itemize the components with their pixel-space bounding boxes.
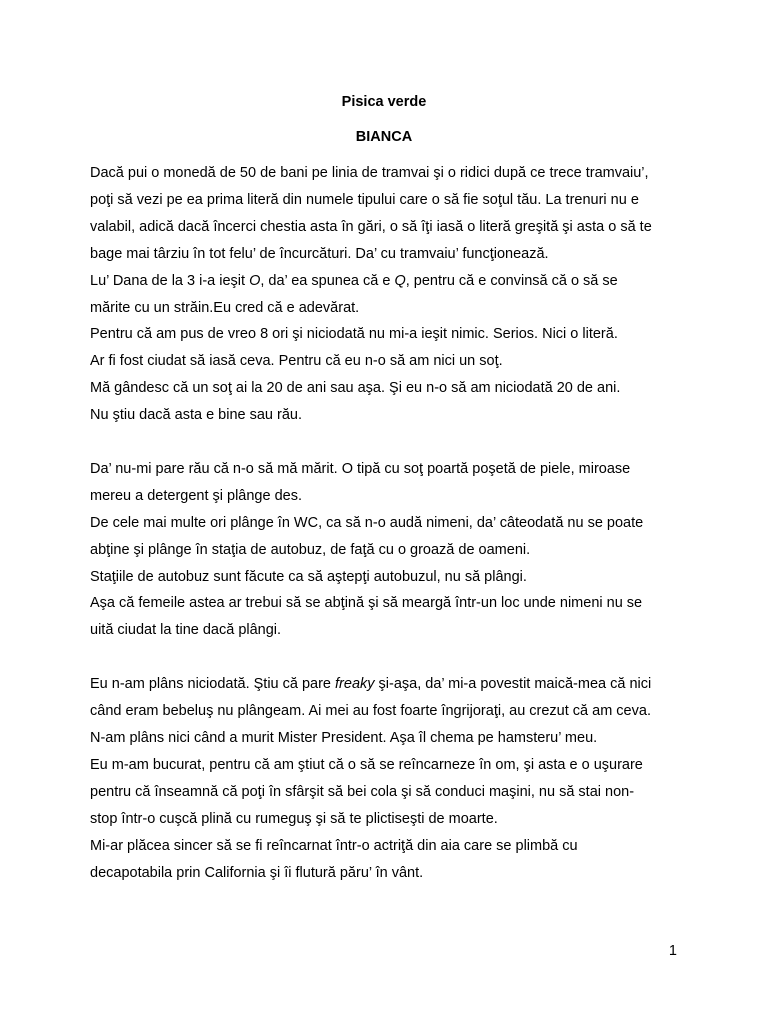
text-segment: De cele mai multe ori plânge în WC, ca să n-o audă nimeni, da’ câteodată nu se poate	[90, 514, 644, 531]
text-line	[90, 295, 690, 322]
document-body	[90, 160, 690, 886]
text-segment: pentru că înseamnă că poţi în sfârşit să bei cola şi să conduci maşini, nu să stai non-	[90, 783, 635, 800]
blank-line	[90, 429, 690, 456]
text-segment: Nu ştiu dacă asta e bine sau rău.	[90, 407, 302, 424]
text-line	[90, 456, 690, 483]
text-line	[90, 860, 690, 887]
text-segment: Pentru că am pus de vreo 8 ori şi niciodată nu mi-a ieşit nimic. Serios. Nici o literă.	[90, 326, 618, 343]
emphasis-text: Q	[394, 272, 406, 289]
text-line	[90, 537, 690, 564]
text-segment: Ar fi fost ciudat să iasă ceva. Pentru că eu n-o să am nici un soţ.	[90, 353, 503, 370]
blank-line	[90, 644, 690, 671]
text-line	[90, 241, 690, 268]
text-line	[90, 806, 690, 833]
text-segment: Lu’ Dana de la 3 i-a ieşit	[90, 272, 250, 289]
text-segment: decapotabila prin California şi îi flutură păru’ în vânt.	[90, 864, 424, 881]
text-segment: valabil, adică dacă încerci chestia asta în gări, o să îţi iasă o literă greşită şi asta o să te	[90, 218, 652, 235]
text-segment: Staţiile de autobuz sunt făcute ca să aştepţi autobuzul, nu să plângi.	[90, 568, 527, 585]
emphasis-text: freaky	[335, 676, 375, 693]
text-segment: şi-aşa, da’ mi-a povestit maică-mea că nici	[374, 676, 652, 693]
text-line	[90, 752, 690, 779]
text-line	[90, 402, 690, 429]
text-segment: Aşa că femeile astea ar trebui să se abţină şi să meargă într-un loc unde nimeni nu se	[90, 595, 643, 612]
text-line	[90, 483, 690, 510]
text-line	[90, 268, 690, 295]
text-segment: Eu m-am bucurat, pentru că am ştiut că o să se reîncarneze în om, şi asta e o uşurare	[90, 756, 643, 773]
emphasis-text: O	[249, 272, 261, 289]
text-line	[90, 375, 690, 402]
text-line	[90, 779, 690, 806]
text-segment: mereu a detergent şi plânge des.	[90, 487, 302, 504]
document-author: BIANCA	[355, 129, 413, 145]
text-segment: , pentru că e convinsă că o să se	[405, 272, 618, 289]
text-line	[90, 833, 690, 860]
text-line	[90, 321, 690, 348]
text-line	[90, 214, 690, 241]
text-line	[90, 187, 690, 214]
text-segment: abţine şi plânge în staţia de autobuz, de faţă cu o groază de oameni.	[90, 541, 531, 558]
text-segment: poţi să vezi pe ea prima literă din numele tipului care o să fie soţul tău. La trenuri nu e	[90, 191, 639, 208]
text-line	[90, 348, 690, 375]
text-segment: N-am plâns nici când a murit Mister President. Aşa îl chema pe hamsteru’ meu.	[90, 730, 598, 746]
page-number: 1	[668, 943, 677, 959]
text-segment: Da’ nu-mi pare rău că n-o să mă mărit. O tipă cu soţ poartă poşetă de piele, miroase	[90, 460, 631, 477]
text-line	[90, 725, 690, 752]
text-line	[90, 160, 690, 187]
text-line	[90, 617, 690, 644]
text-segment: Mă gândesc că un soţ ai la 20 de ani sau aşa. Şi eu n-o să am niciodată 20 de ani.	[90, 380, 621, 397]
text-segment: Dacă pui o monedă de 50 de bani pe linia de tramvai şi o ridici după ce trece tramvaiu’,	[90, 165, 649, 181]
text-line	[90, 698, 690, 725]
text-segment: bage mai târziu în tot felu’ de încurcături. Da’ cu tramvaiu’ funcţionează.	[90, 245, 549, 262]
text-line	[90, 510, 690, 537]
text-segment: Mi-ar plăcea sincer să se fi reîncarnat într-o actriţă din aia care se plimbă cu	[90, 837, 578, 854]
text-segment: mărite cu un străin.Eu cred că e adevărat.	[90, 299, 360, 316]
document-title: Pisica verde	[341, 94, 427, 110]
text-line	[90, 590, 690, 617]
text-line	[90, 564, 690, 591]
text-segment: uită ciudat la tine dacă plângi.	[90, 622, 282, 639]
text-segment: stop într-o cuşcă plină cu rumeguş şi să te plictiseşti de moarte.	[90, 810, 498, 827]
text-line	[90, 671, 690, 698]
text-segment: , da’ ea spunea că e	[260, 272, 395, 289]
text-segment: când eram bebeluş nu plângeam. Ai mei au fost foarte îngrijoraţi, au crezut că am ceva.	[90, 703, 651, 720]
text-segment: Eu n-am plâns niciodată. Ştiu că pare	[90, 676, 336, 693]
